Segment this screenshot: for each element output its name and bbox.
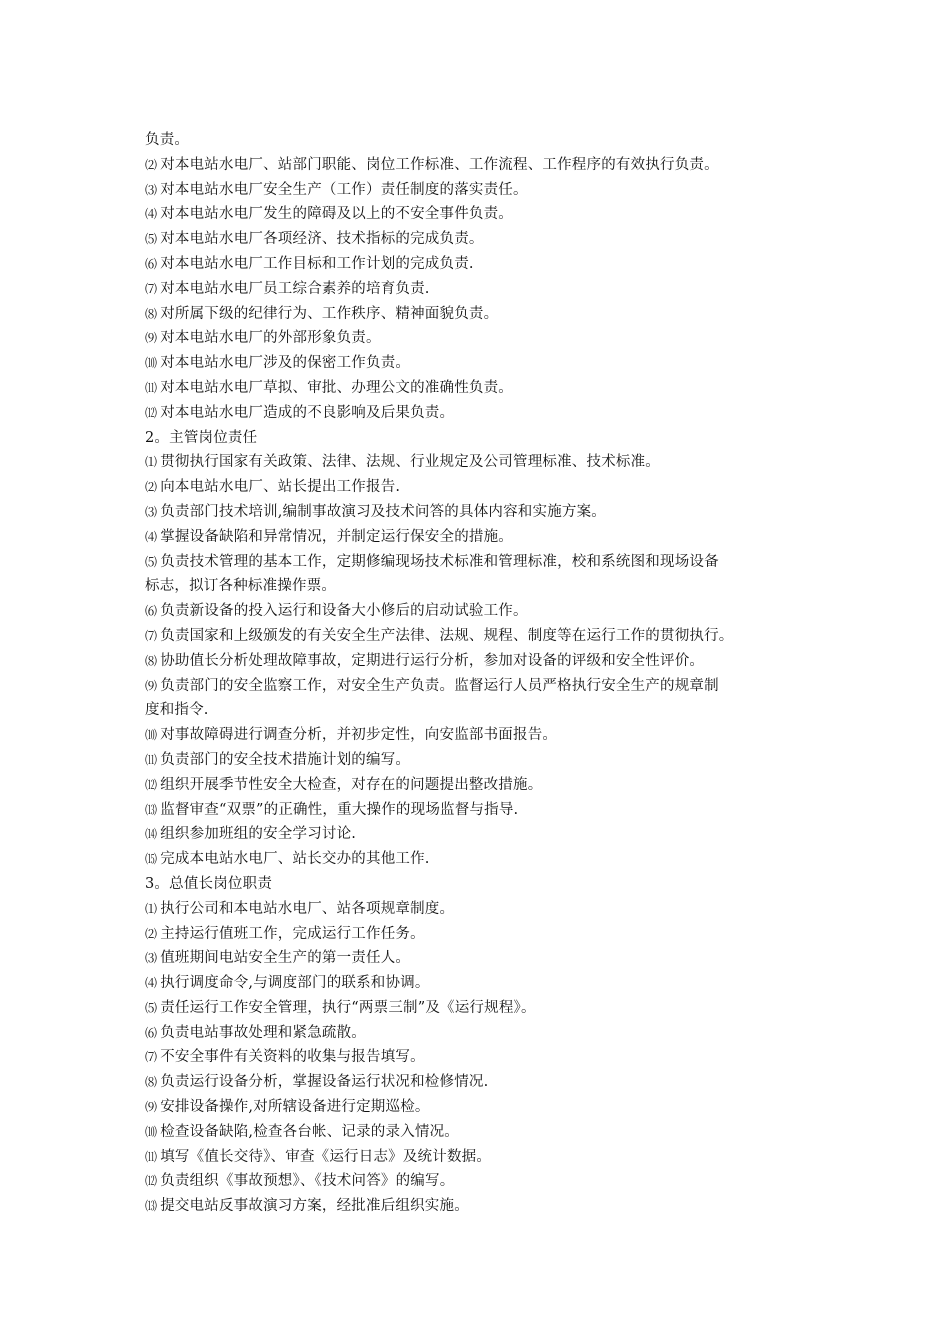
line-text: 对事故障碍进行调查分析，并初步定性，向安监部书面报告。 <box>160 727 558 744</box>
item-number: ⑾ <box>145 1149 158 1164</box>
text-line <box>145 1021 825 1046</box>
line-text: 3。总值长岗位职责 <box>145 875 273 892</box>
line-text: 负责部门的安全技术措施计划的编写。 <box>160 751 411 768</box>
text-line <box>145 1145 825 1170</box>
item-number: ⑵ <box>145 926 158 941</box>
item-number: ⑿ <box>145 405 158 420</box>
text-line <box>145 376 825 401</box>
line-text: 填写《值长交待》、审查《运行日志》及统计数据。 <box>160 1148 492 1165</box>
line-text: 度和指令. <box>145 702 209 719</box>
text-line <box>145 153 825 178</box>
line-text: 向本电站水电厂、站长提出工作报告. <box>160 479 401 496</box>
line-text: 检查设备缺陷,检查各台帐、记录的录入情况。 <box>160 1123 460 1140</box>
line-text: 掌握设备缺陷和异常情况，并制定运行保安全的措施。 <box>160 528 514 545</box>
text-line <box>145 624 825 649</box>
text-line <box>145 599 825 624</box>
line-text: 负责运行设备分析，掌握设备运行状况和检修情况. <box>160 1074 489 1091</box>
text-line <box>145 996 825 1021</box>
item-number: ⑵ <box>145 157 158 172</box>
line-text: 监督审查“双票”的正确性，重大操作的现场监督与指导. <box>160 801 519 818</box>
text-line <box>145 1045 825 1070</box>
text-line <box>145 326 825 351</box>
item-number: ⑺ <box>145 1050 158 1065</box>
item-number: ⑸ <box>145 554 158 569</box>
line-text: 对本电站水电厂员工综合素养的培育负责. <box>160 280 430 297</box>
item-number: ⑼ <box>145 331 158 346</box>
line-text: 负责电站事故处理和紧急疏散。 <box>160 1024 367 1041</box>
item-number: ⒀ <box>145 1199 158 1214</box>
item-number: ⒂ <box>145 852 158 867</box>
line-text: 执行公司和本电站水电厂、站各项规章制度。 <box>160 900 455 917</box>
item-number: ⑴ <box>145 901 158 916</box>
item-number: ⑷ <box>145 529 158 544</box>
item-number: ⑻ <box>145 653 158 668</box>
item-number: ⑹ <box>145 256 158 271</box>
text-line <box>145 475 825 500</box>
item-number: ⑾ <box>145 380 158 395</box>
item-number: ⑵ <box>145 480 158 495</box>
text-line <box>145 227 825 252</box>
text-line <box>145 500 825 525</box>
line-text: 对本电站水电厂的外部形象负责。 <box>160 330 381 347</box>
item-number: ⑸ <box>145 232 158 247</box>
item-number: ⑸ <box>145 1000 158 1015</box>
text-line <box>145 649 825 674</box>
text-line <box>145 748 825 773</box>
text-line <box>145 773 825 798</box>
line-text: 对本电站水电厂发生的障碍及以上的不安全事件负责。 <box>160 206 514 223</box>
text-line <box>145 971 825 996</box>
text-line <box>145 1169 825 1194</box>
line-text: 标志，拟订各种标准操作票。 <box>145 578 337 595</box>
text-line <box>145 847 825 872</box>
text-line <box>145 897 825 922</box>
line-text: 安排设备操作,对所辖设备进行定期巡检。 <box>160 1099 430 1116</box>
line-text: 对本电站水电厂草拟、审批、办理公文的准确性负责。 <box>160 379 514 396</box>
line-text: 协助值长分析处理故障事故，定期进行运行分析，参加对设备的评级和安全性评价。 <box>160 652 705 669</box>
text-line <box>145 128 825 153</box>
line-text: 值班期间电站安全生产的第一责任人。 <box>160 950 411 967</box>
line-text: 对本电站水电厂涉及的保密工作负责。 <box>160 355 411 372</box>
text-line <box>145 574 825 599</box>
item-number: ⑼ <box>145 678 158 693</box>
line-text: 负责技术管理的基本工作，定期修编现场技术标准和管理标准，校和系统图和现场设备 <box>160 553 719 570</box>
item-number: ⑷ <box>145 207 158 222</box>
item-number: ⑽ <box>145 356 158 371</box>
text-line <box>145 252 825 277</box>
line-text: 负责组织《事故预想》、《技术问答》的编写。 <box>160 1173 455 1190</box>
item-number: ⑶ <box>145 182 158 197</box>
text-line <box>145 1095 825 1120</box>
text-line <box>145 698 825 723</box>
text-line <box>145 302 825 327</box>
text-line <box>145 401 825 426</box>
text-line <box>145 1120 825 1145</box>
item-number: ⑽ <box>145 728 158 743</box>
line-text: 2。主管岗位责任 <box>145 429 258 446</box>
item-number: ⑿ <box>145 1174 158 1189</box>
line-text: 对本电站水电厂、站部门职能、岗位工作标准、工作流程、工作程序的有效执行负责。 <box>160 156 719 173</box>
item-number: ⑹ <box>145 604 158 619</box>
line-text: 负责新设备的投入运行和设备大小修后的启动试验工作。 <box>160 603 528 620</box>
item-number: ⒀ <box>145 802 158 817</box>
text-line <box>145 946 825 971</box>
text-line <box>145 450 825 475</box>
text-line <box>145 550 825 575</box>
line-text: 对本电站水电厂造成的不良影响及后果负责。 <box>160 404 455 421</box>
item-number: ⑶ <box>145 504 158 519</box>
line-text: 组织参加班组的安全学习讨论. <box>160 826 357 843</box>
line-text: 负责。 <box>145 132 190 148</box>
line-text: 对所属下级的纪律行为、工作秩序、精神面貌负责。 <box>160 305 499 322</box>
document-body <box>145 128 825 1219</box>
line-text: 主持运行值班工作，完成运行工作任务。 <box>160 925 425 942</box>
item-number: ⑺ <box>145 628 158 643</box>
line-text: 对本电站水电厂工作目标和工作计划的完成负责. <box>160 255 474 272</box>
text-line <box>145 674 825 699</box>
text-line <box>145 723 825 748</box>
item-number: ⑴ <box>145 455 158 470</box>
item-number: ⑿ <box>145 777 158 792</box>
item-number: ⑼ <box>145 1100 158 1115</box>
text-line <box>145 822 825 847</box>
item-number: ⑷ <box>145 976 158 991</box>
text-line <box>145 922 825 947</box>
line-text: 对本电站水电厂安全生产（工作）责任制度的落实责任。 <box>160 181 528 198</box>
text-line <box>145 872 825 897</box>
item-number: ⑺ <box>145 281 158 296</box>
text-line <box>145 178 825 203</box>
text-line <box>145 798 825 823</box>
line-text: 组织开展季节性安全大检查，对存在的问题提出整改措施。 <box>160 776 543 793</box>
line-text: 负责部门的安全监察工作，对安全生产负责。监督运行人员严格执行安全生产的规章制 <box>160 677 719 694</box>
text-line <box>145 525 825 550</box>
line-text: 提交电站反事故演习方案，经批准后组织实施。 <box>160 1198 469 1215</box>
line-text: 不安全事件有关资料的收集与报告填写。 <box>160 1049 425 1066</box>
item-number: ⑶ <box>145 951 158 966</box>
item-number: ⑾ <box>145 752 158 767</box>
item-number: ⒁ <box>145 827 158 842</box>
line-text: 负责国家和上级颁发的有关安全生产法律、法规、规程、制度等在运行工作的贯彻执行。 <box>160 627 734 644</box>
text-line <box>145 1070 825 1095</box>
text-line <box>145 202 825 227</box>
item-number: ⑽ <box>145 1124 158 1139</box>
line-text: 负责部门技术培训,编制事故演习及技术问答的具体内容和实施方案。 <box>160 503 607 520</box>
line-text: 责任运行工作安全管理，执行“两票三制”及《运行规程》。 <box>160 999 536 1016</box>
text-line <box>145 1194 825 1219</box>
item-number: ⑹ <box>145 1025 158 1040</box>
text-line <box>145 277 825 302</box>
line-text: 执行调度命令,与调度部门的联系和协调。 <box>160 975 430 992</box>
text-line <box>145 426 825 451</box>
item-number: ⑻ <box>145 1075 158 1090</box>
item-number: ⑻ <box>145 306 158 321</box>
line-text: 对本电站水电厂各项经济、技术指标的完成负责。 <box>160 231 484 248</box>
line-text: 贯彻执行国家有关政策、法律、法规、行业规定及公司管理标准、技术标准。 <box>160 454 660 471</box>
text-line <box>145 351 825 376</box>
line-text: 完成本电站水电厂、站长交办的其他工作. <box>160 851 430 868</box>
